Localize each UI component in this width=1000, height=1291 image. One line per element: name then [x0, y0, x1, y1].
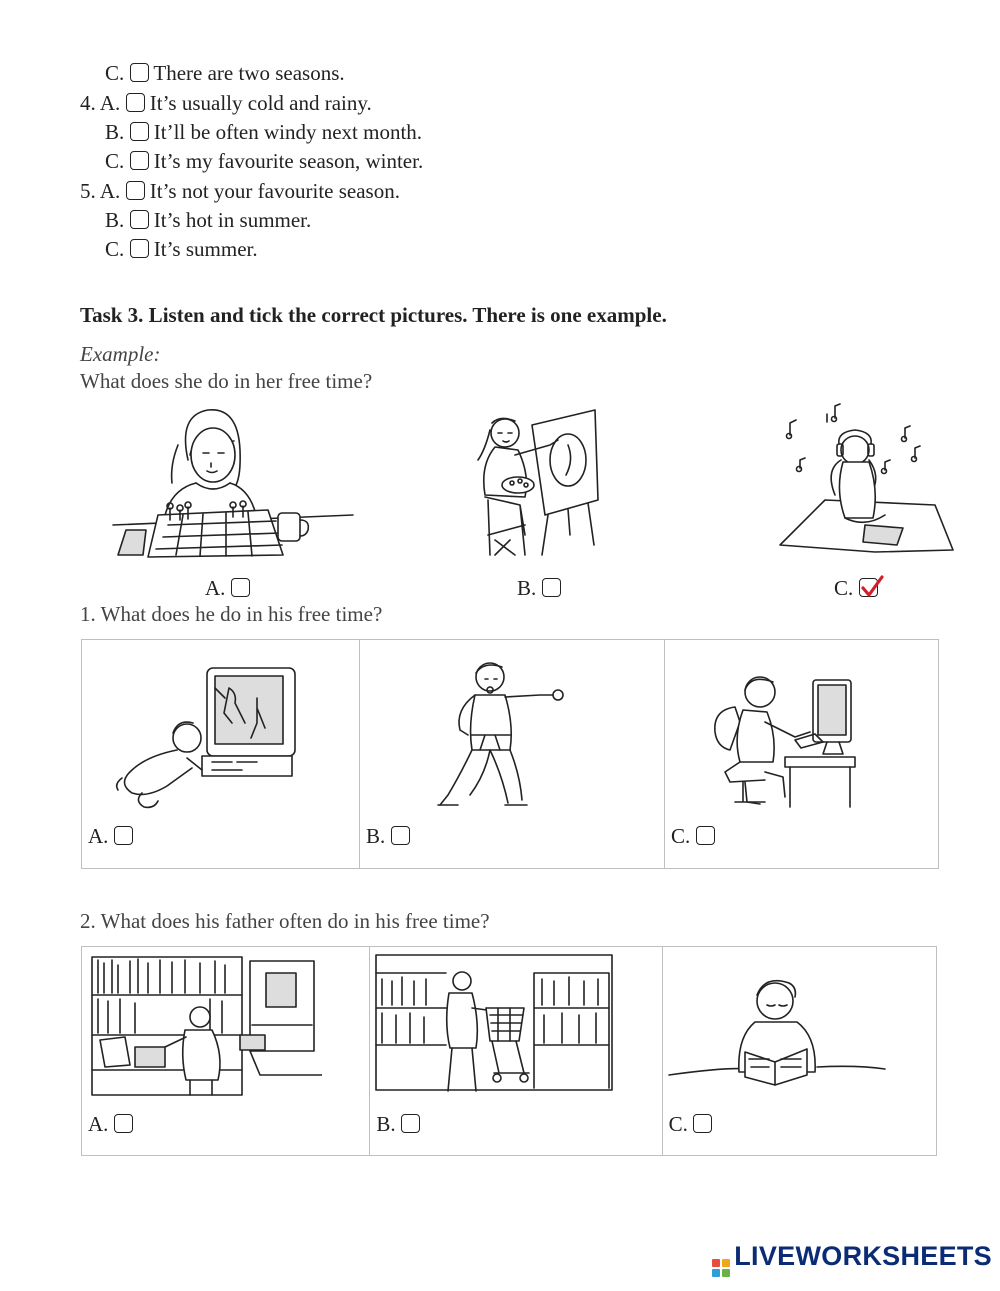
q1-cell-a: [82, 640, 360, 869]
man-reading-book-picture: [667, 967, 887, 1092]
q2-cell-a: [82, 947, 370, 1156]
example-label: Example:: [80, 342, 161, 366]
girl-playing-chess-picture: [108, 405, 358, 560]
answer-checkbox[interactable]: [114, 826, 133, 845]
option-row: 4. A. It’s usually cold and rainy.: [80, 91, 372, 115]
option-row: C. It’s my favourite season, winter.: [105, 149, 424, 173]
answer-checkbox[interactable]: [693, 1114, 712, 1133]
answer-checkbox[interactable]: [542, 578, 561, 597]
question-2-pictures-table: [81, 946, 937, 1156]
answer-checkbox[interactable]: [130, 63, 149, 82]
example-option-a: A.: [205, 575, 250, 601]
option-row: B. It’ll be often windy next month.: [105, 120, 423, 144]
question-number: 5.: [80, 179, 96, 203]
answer-checkbox[interactable]: [130, 151, 149, 170]
answer-checkbox-checked[interactable]: [859, 578, 878, 597]
q1-cell-c: [665, 640, 939, 869]
q2-option-a: A.: [88, 1111, 133, 1137]
boy-doing-karate-picture: [430, 655, 570, 815]
example-option-c: C.: [834, 575, 878, 601]
q1-cell-b: [360, 640, 665, 869]
girl-listening-music-picture: [775, 400, 960, 560]
liveworksheets-brand: LIVEWORKSHEETS: [712, 1241, 992, 1277]
option-row: C. It’s summer.: [105, 237, 258, 261]
q2-cell-b: [370, 947, 662, 1156]
q2-cell-c: [662, 947, 936, 1156]
q2-option-b: B.: [376, 1111, 420, 1137]
liveworksheets-logo-icon: [712, 1259, 730, 1277]
boy-using-computer-picture: [705, 662, 905, 812]
answer-checkbox[interactable]: [130, 210, 149, 229]
question-2: 2. What does his father often do in his free time?: [80, 909, 490, 933]
man-shopping-supermarket-picture: [374, 953, 614, 1098]
q1-option-b: B.: [366, 823, 410, 849]
question-1-pictures-table: [81, 639, 939, 869]
q1-option-a: A.: [88, 823, 133, 849]
answer-checkbox[interactable]: [130, 122, 149, 141]
answer-checkbox[interactable]: [401, 1114, 420, 1133]
example-option-b: B.: [517, 575, 561, 601]
question-1: 1. What does he do in his free time?: [80, 602, 383, 626]
task-heading: Task 3. Listen and tick the correct pictures. There is one example.: [80, 303, 667, 327]
answer-checkbox[interactable]: [114, 1114, 133, 1133]
answer-checkbox[interactable]: [130, 239, 149, 258]
q1-option-c: C.: [671, 823, 715, 849]
answer-checkbox[interactable]: [126, 181, 145, 200]
q2-option-c: C.: [669, 1111, 713, 1137]
question-number: 4.: [80, 91, 96, 115]
man-in-library-picture: [90, 955, 322, 1097]
answer-checkbox[interactable]: [126, 93, 145, 112]
option-row: 5. A. It’s not your favourite season.: [80, 179, 400, 203]
girl-painting-picture: [470, 405, 605, 560]
answer-checkbox[interactable]: [231, 578, 250, 597]
boy-watching-tv-picture: [107, 658, 297, 818]
answer-checkbox[interactable]: [696, 826, 715, 845]
option-row: C. There are two seasons.: [105, 61, 345, 85]
red-tick-icon: [859, 574, 885, 600]
example-question: What does she do in her free time?: [80, 369, 373, 393]
option-row: B. It’s hot in summer.: [105, 208, 312, 232]
answer-checkbox[interactable]: [391, 826, 410, 845]
